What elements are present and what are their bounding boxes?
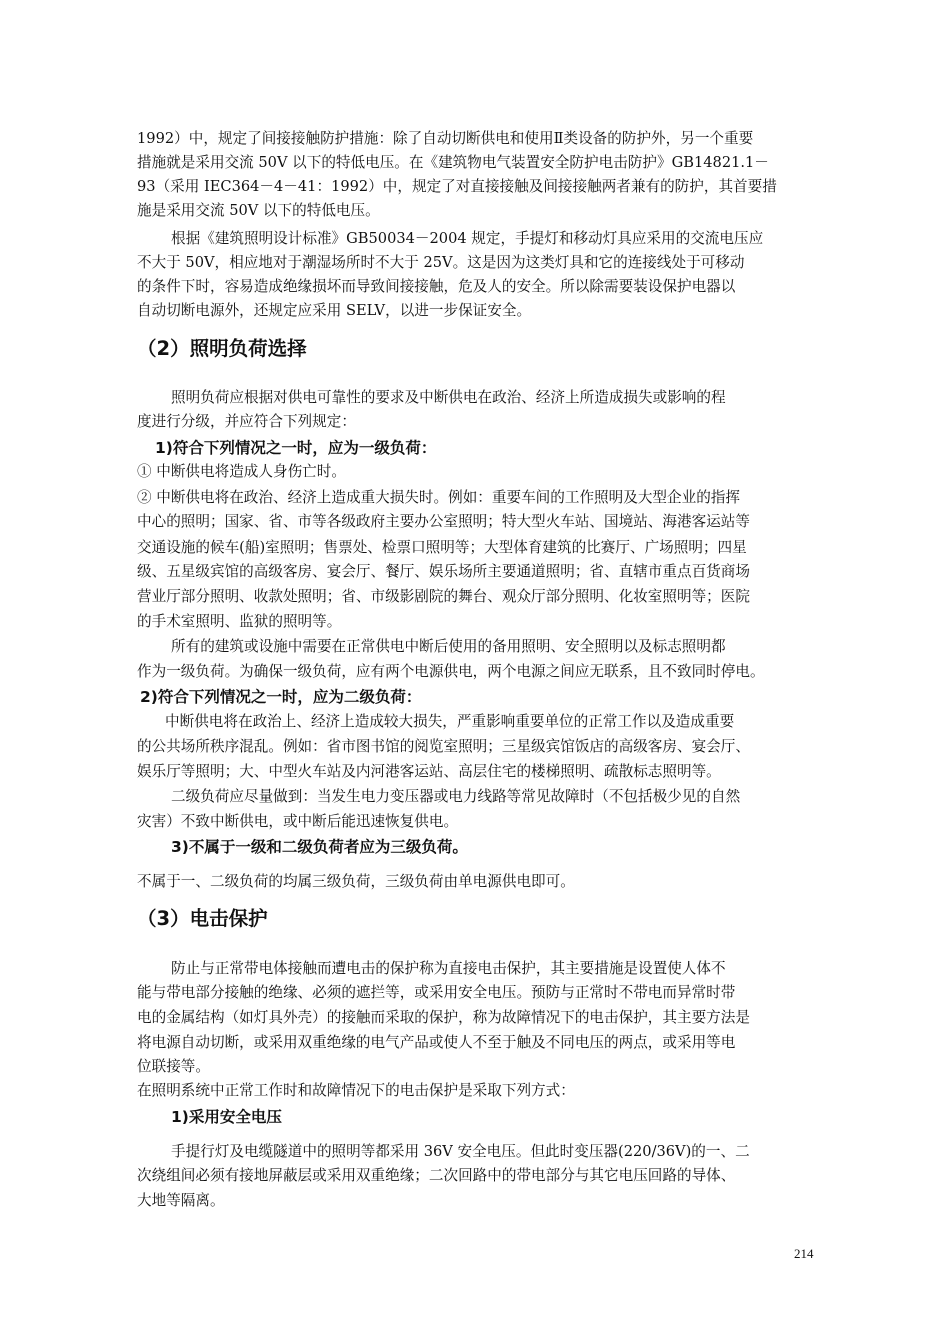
text-line: 灾害）不致中断供电，或中断后能迅速恢复供电。 [137, 813, 459, 830]
subsection-heading: 2)符合下列情况之一时，应为二级负荷： [140, 688, 422, 706]
text-line: 营业厅部分照明、收款处照明；省、市级影剧院的舞台、观众厅部分照明、化妆室照明等；医院 [137, 588, 750, 605]
text-line: 位联接等。 [137, 1058, 210, 1075]
text-line: 将电源自动切断，或采用双重绝缘的电气产品或使人不至于触及不同电压的两点，或采用等电 [137, 1034, 736, 1051]
text-line: 作为一级负荷。为确保一级负荷，应有两个电源供电，两个电源之间应无联系，且不致同时停电。 [137, 663, 765, 680]
text-line: 所有的建筑或设施中需要在正常供电中断后使用的备用照明、安全照明以及标志照明都 [171, 638, 726, 655]
text-line: ① 中断供电将造成人身伤亡时。 [137, 463, 346, 480]
text-line: 中心的照明；国家、省、市等各级政府主要办公室照明；特大型火车站、国境站、海港客运站等 [137, 513, 750, 530]
text-line: 中断供电将在政治上、经济上造成较大损失，严重影响重要单位的正常工作以及造成重要 [165, 713, 735, 730]
text-line: 级、五星级宾馆的高级客房、宴会厅、餐厅、娱乐场所主要通道照明；省、直辖市重点百货商场 [137, 563, 750, 580]
text-line: 施是采用交流 50V 以下的特低电压。 [137, 202, 380, 219]
section-heading: （2）照明负荷选择 [137, 337, 307, 360]
text-line: 1992）中，规定了间接接触防护措施：除了自动切断供电和使用Ⅱ类设备的防护外，另一个重要 [137, 130, 754, 147]
text-line: 根据《建筑照明设计标准》GB50034－2004 规定，手提灯和移动灯具应采用的交流电压应 [171, 230, 764, 247]
subsection-heading: 3)不属于一级和二级负荷者应为三级负荷。 [171, 838, 468, 856]
subsection-heading: 1)采用安全电压 [171, 1108, 282, 1126]
text-line: 照明负荷应根据对供电可靠性的要求及中断供电在政治、经济上所造成损失或影响的程 [171, 389, 726, 406]
subsection-heading: 1)符合下列情况之一时，应为一级负荷： [155, 439, 437, 457]
text-line: ② 中断供电将在政治、经济上造成重大损失时。例如：重要车间的工作照明及大型企业的指挥 [137, 489, 740, 506]
text-line: 度进行分级，并应符合下列规定： [137, 413, 356, 430]
text-line: 电的金属结构（如灯具外壳）的接触而采取的保护，称为故障情况下的电击保护，其主要方法是 [137, 1009, 750, 1026]
text-line: 防止与正常带电体接触而遭电击的保护称为直接电击保护，其主要措施是设置使人体不 [171, 960, 726, 977]
text-line: 的条件下时，容易造成绝缘损坏而导致间接接触，危及人的安全。所以除需要装设保护电器以 [137, 278, 736, 295]
text-line: 在照明系统中正常工作时和故障情况下的电击保护是采取下列方式： [137, 1082, 575, 1099]
text-line: 自动切断电源外，还规定应采用 SELV，以进一步保证安全。 [137, 302, 532, 319]
text-line: 措施就是采用交流 50V 以下的特低电压。在《建筑物电气装置安全防护电击防护》GB14821.1－ [137, 154, 769, 171]
text-line: 二级负荷应尽量做到：当发生电力变压器或电力线路等常见故障时（不包括极少见的自然 [171, 788, 741, 805]
text-line: 的手术室照明、监狱的照明等。 [137, 613, 342, 630]
text-line: 的公共场所秩序混乱。例如：省市图书馆的阅览室照明；三星级宾馆饭店的高级客房、宴会厅、 [137, 738, 750, 755]
text-line: 不属于一、二级负荷的均属三级负荷，三级负荷由单电源供电即可。 [137, 873, 575, 890]
text-line: 次绕组间必须有接地屏蔽层或采用双重绝缘；二次回路中的带电部分与其它电压回路的导体、 [137, 1167, 736, 1184]
text-line: 93（采用 IEC364－4－41：1992）中，规定了对直接接触及间接接触两者兼有的防护，其首要措 [137, 178, 777, 195]
text-line: 交通设施的候车(船)室照明；售票处、检票口照明等；大型体育建筑的比赛厅、广场照明；四星 [137, 539, 747, 556]
text-line: 娱乐厅等照明；大、中型火车站及内河港客运站、高层住宅的楼梯照明、疏散标志照明等。 [137, 763, 721, 780]
text-line: 大地等隔离。 [137, 1192, 225, 1209]
text-line: 手提行灯及电缆隧道中的照明等都采用 36V 安全电压。但此时变压器(220/36V)的一、二 [171, 1143, 750, 1160]
page-number: 214 [794, 1246, 814, 1261]
section-heading: （3）电击保护 [137, 907, 268, 930]
text-line: 不大于 50V，相应地对于潮湿场所时不大于 25V。这是因为这类灯具和它的连接线处于可移动 [137, 254, 745, 271]
text-line: 能与带电部分接触的绝缘、必须的遮拦等，或采用安全电压。预防与正常时不带电而异常时带 [137, 984, 736, 1001]
